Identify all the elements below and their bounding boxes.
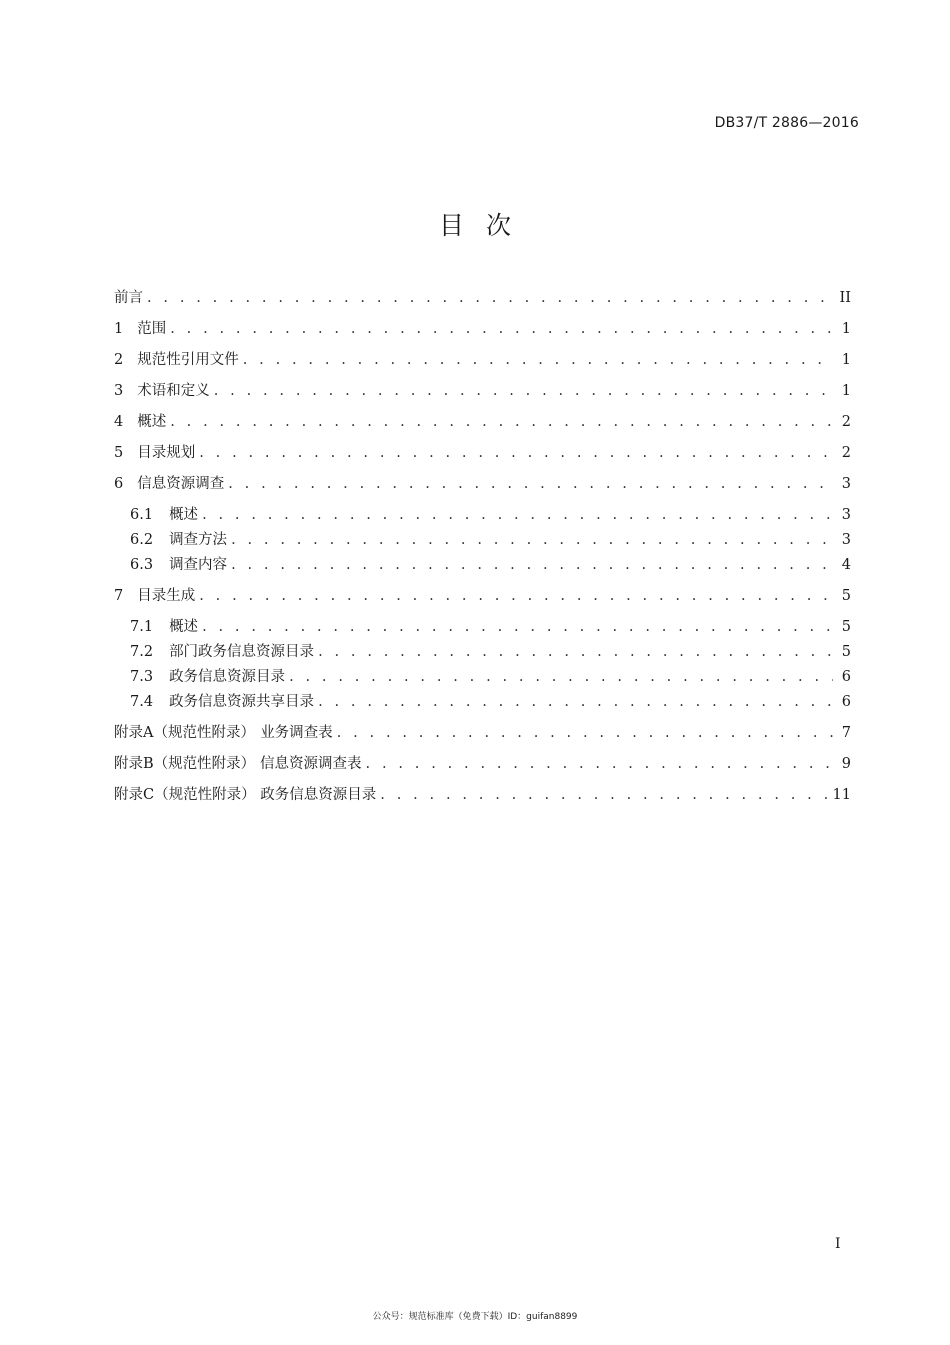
toc-entry-number: 6.1 [130,507,154,523]
toc-entry-label: 信息资源调查 [137,476,225,492]
toc-entry-page: 3 [841,532,851,548]
toc-leader-dots [202,617,833,637]
toc-entry-number: 5 [114,445,124,461]
toc-leader-dots [318,692,833,712]
toc-entry-label: 调查方法 [169,532,228,548]
page-title: 目次 [438,211,533,240]
toc-leader-dots [214,381,833,401]
footer-note: 公众号：规范标准库（免费下载）ID：guifan8899 [372,1312,578,1322]
toc-entry-page: 9 [841,756,851,772]
toc-entry-page: 5 [841,588,851,604]
toc-entry-number: 3 [114,383,124,399]
toc-entry-page: 11 [832,787,851,803]
toc-entry-label: 附录C（规范性附录） [114,787,256,803]
toc-entry[interactable] [114,575,851,606]
toc-entry-label: 术语和定义 [137,383,210,399]
toc-entry[interactable] [114,308,851,339]
toc-leader-dots [380,785,828,805]
toc-entry[interactable] [114,712,851,743]
toc-entry-page: 1 [841,321,851,337]
toc-leader-dots [199,586,833,606]
toc-entry-number: 6.3 [130,557,154,573]
toc-entry-number: 4 [114,414,124,430]
toc-entry-appendix-title: 信息资源调查表 [260,756,362,772]
toc-entry[interactable] [114,288,851,308]
toc-leader-dots [170,412,833,432]
toc-leader-dots [202,505,833,525]
table-of-contents [114,288,851,805]
toc-entry-label: 概述 [169,507,199,523]
toc-entry-page: 1 [841,352,851,368]
toc-entry-page: 5 [841,619,851,635]
toc-entry-label: 政务信息资源目录 [169,669,286,685]
toc-leader-dots [366,754,833,774]
toc-entry[interactable] [114,550,851,575]
toc-entry-page: 5 [841,644,851,660]
document-code: DB37/T 2886—2016 [714,115,859,131]
toc-entry-label: 附录B（规范性附录） [114,756,256,772]
toc-leader-dots [231,530,833,550]
toc-entry[interactable] [114,687,851,712]
toc-entry-label: 目录生成 [137,588,196,604]
toc-entry[interactable] [114,606,851,637]
toc-entry-page: 3 [841,507,851,523]
toc-entry-number: 6 [114,476,124,492]
toc-entry-appendix-title: 业务调查表 [260,725,333,741]
toc-entry-label: 部门政务信息资源目录 [169,644,315,660]
toc-entry-label: 政务信息资源共享目录 [169,694,315,710]
toc-entry-label: 范围 [137,321,167,337]
page-number: I [835,1236,841,1252]
toc-entry-number: 1 [114,321,124,337]
toc-leader-dots [318,642,833,662]
toc-entry-page: II [839,290,851,306]
toc-entry[interactable] [114,774,851,805]
toc-entry[interactable] [114,401,851,432]
toc-entry-page: 3 [841,476,851,492]
toc-entry-page: 6 [841,669,851,685]
toc-entry-number: 7.3 [130,669,154,685]
toc-entry-number: 6.2 [130,532,154,548]
toc-leader-dots [228,474,833,494]
toc-entry[interactable] [114,463,851,494]
toc-leader-dots [147,288,833,308]
toc-leader-dots [231,555,833,575]
toc-entry-page: 2 [841,414,851,430]
toc-leader-dots [243,350,833,370]
toc-entry[interactable] [114,494,851,525]
toc-entry[interactable] [114,637,851,662]
toc-entry[interactable] [114,743,851,774]
toc-entry[interactable] [114,370,851,401]
toc-entry[interactable] [114,432,851,463]
toc-leader-dots [199,443,833,463]
toc-entry[interactable] [114,525,851,550]
toc-entry-number: 7.4 [130,694,154,710]
toc-entry-number: 7.2 [130,644,154,660]
toc-entry-label: 目录规划 [137,445,196,461]
toc-leader-dots [337,723,833,743]
toc-entry-appendix-title: 政务信息资源目录 [260,787,377,803]
toc-leader-dots [289,667,833,687]
toc-leader-dots [170,319,833,339]
toc-entry-label: 附录A（规范性附录） [114,725,255,741]
toc-entry-number: 7 [114,588,124,604]
toc-entry-label: 规范性引用文件 [137,352,239,368]
toc-entry-page: 2 [841,445,851,461]
toc-entry-label: 概述 [169,619,199,635]
toc-entry-page: 7 [841,725,851,741]
toc-entry-label: 概述 [137,414,167,430]
toc-entry[interactable] [114,339,851,370]
toc-entry-label: 调查内容 [169,557,228,573]
toc-entry-label: 前言 [114,290,143,306]
toc-entry-page: 1 [841,383,851,399]
toc-entry[interactable] [114,662,851,687]
toc-entry-page: 4 [841,557,851,573]
toc-entry-page: 6 [841,694,851,710]
toc-entry-number: 7.1 [130,619,154,635]
toc-entry-number: 2 [114,352,124,368]
